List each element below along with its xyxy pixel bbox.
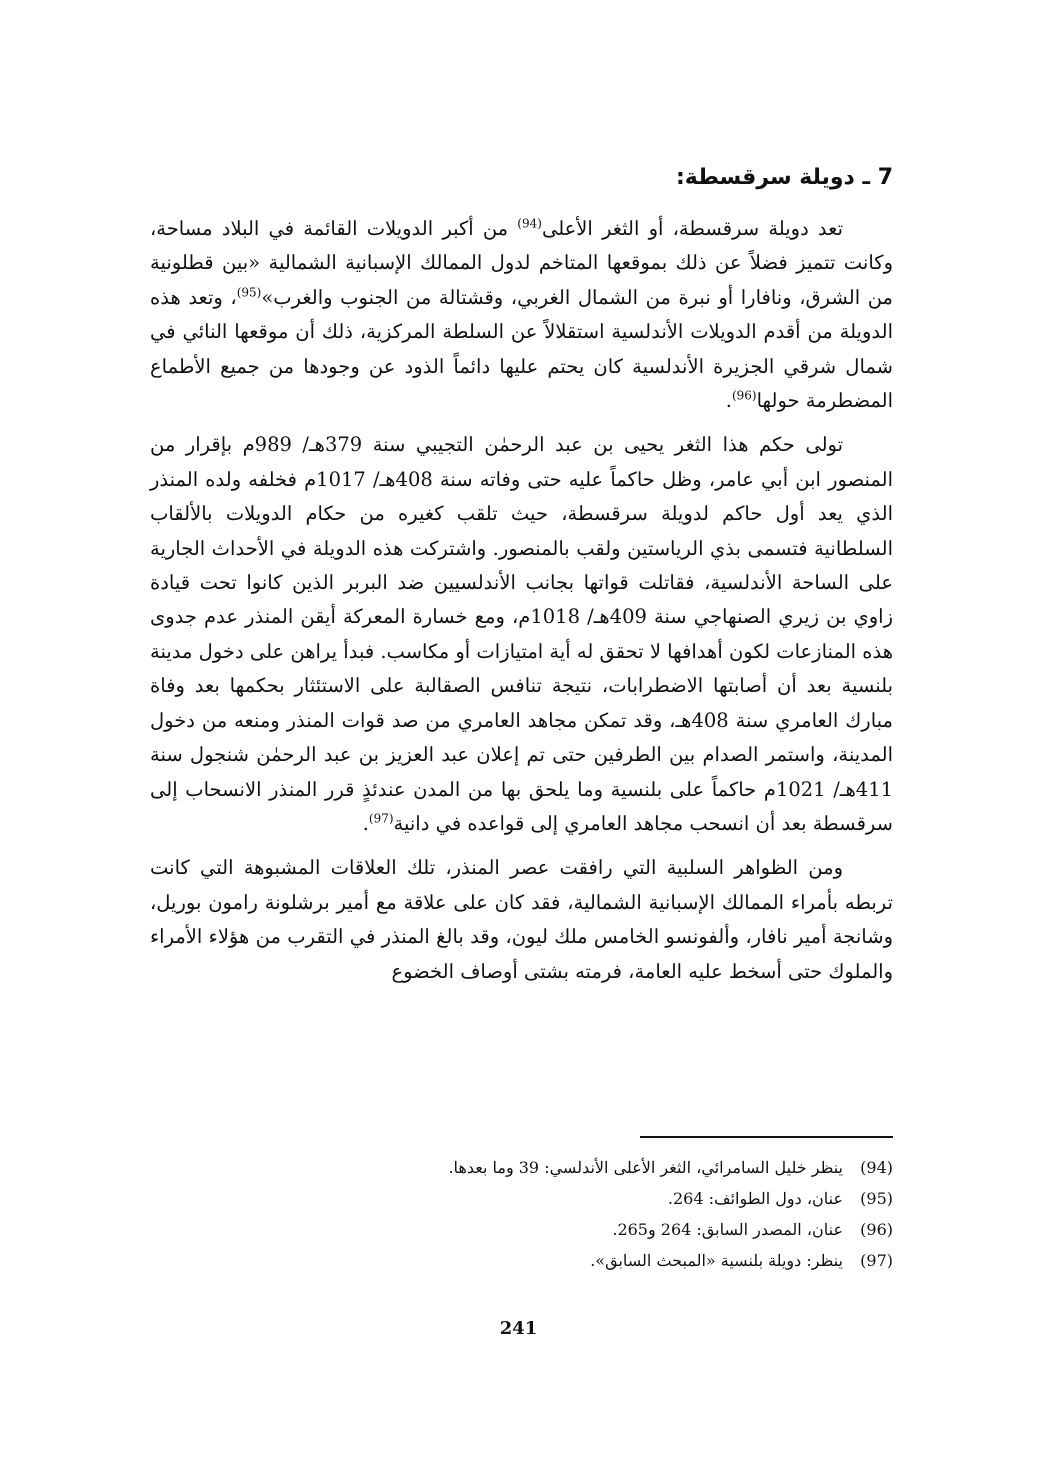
page-number: 241: [499, 1318, 538, 1339]
main-content: [150, 158, 893, 999]
footnote-number: (94): [860, 1158, 893, 1177]
footnote-ref-95[interactable]: (95): [236, 285, 262, 300]
footnote-text: ينظر خليل السامرائي، الثغر الأعلى الأندلسي: 39 وما بعدها.: [448, 1158, 843, 1177]
paragraph-3: [150, 851, 893, 989]
footnote-97: [150, 1245, 893, 1276]
footnote-divider: [640, 1136, 893, 1138]
footnote-number: (96): [860, 1220, 893, 1239]
paragraph-text: ومن الظواهر السلبية التي رافقت عصر المنذر، تلك العلاقات المشبوهة التي كانت تربطه بأمراء الممالك الإسبانية الشمالية، فقد كان على علاقة مع أمير برشلونة رامون بوريل، وشانجة أمير نافار، وألفونسو الخامس ملك ليون، وقد بالغ المنذر في التقرب من هؤلاء الأمراء والملوك حتى أسخط عليه العامة، فرمته بشتى أوصاف الخضوع: [150, 856, 893, 983]
paragraph-2: [150, 428, 893, 841]
footnote-ref-97[interactable]: (97): [368, 811, 394, 826]
footnote-ref-94[interactable]: (94): [517, 216, 542, 231]
paragraph-1: [150, 212, 893, 418]
paragraph-text: تعد دويلة سرقسطة، أو الثغر الأعلى: [541, 217, 843, 240]
paragraph-text: تولى حكم هذا الثغر يحيى بن عبد الرحمٰن التجيبي سنة 379هـ/ 989م بإقرار من المنصور ابن أبي عامر، وظل حاكماً عليه حتى وفاته سنة 408هـ/ 1017م فخلفه ولده المنذر الذي يعد أول حاكم لدويلة سرقسطة، حيث تلقب كغيره من حكام الدويلات بالألقاب السلطانية فتسمى بذي الرياستين ولقب بالمنصور. واشتركت هذه الدويلة في الأحداث الجارية على الساحة الأندلسية، فقاتلت قواتها بجانب الأندلسيين ضد البربر الذين كانوا تحت قيادة زاوي بن زيري الصنهاجي سنة 409هـ/ 1018م، ومع خسارة المعركة أيقن المنذر عدم جدوى هذه المنازعات لكون أهدافها لا تحقق له أية امتيازات أو مكاسب. فبدأ يراهن على دخول مدينة بلنسية بعد أن أصابتها الاضطرابات، نتيجة تنافس الصقالبة على الاستئثار بحكمها بعد وفاة مبارك العامري سنة 408هـ، وقد تمكن مجاهد العامري من صد قوات المنذر ومنعه من دخول المدينة، واستمر الصدام بين الطرفين حتى تم إعلان عبد العزيز بن عبد الرحمٰن شنجول سنة 411هـ/ 1021م حاكماً على بلنسية وما يلحق بها من المدن عندئذٍ قرر المنذر الانسحاب إلى سرقسطة بعد أن انسحب مجاهد العامري إلى قواعده في دانية: [150, 433, 894, 835]
footnote-text: ينظر: دويلة بلنسية «المبحث السابق».: [590, 1251, 843, 1270]
footnote-94: [150, 1152, 893, 1183]
footnote-text: عنان، دول الطوائف: 264.: [667, 1189, 843, 1208]
footnote-96: [150, 1214, 893, 1245]
footnote-number: (97): [860, 1251, 893, 1270]
footnotes: [150, 1152, 893, 1276]
footnote-ref-96[interactable]: (96): [731, 388, 757, 403]
footnote-95: [150, 1183, 893, 1214]
paragraph-text: ، وتعد هذه الدويلة من أقدم الدويلات الأندلسية استقلالاً عن السلطة المركزية، ذلك أن موقعها النائي في شمال شرقي الجزيرة الأندلسية كان يحتم عليها دائماً الذود عن وجودها من جميع الأطماع المضطرمة حولها: [150, 285, 893, 413]
footnote-number: (95): [860, 1189, 893, 1208]
paragraph-text: .: [725, 389, 732, 413]
paragraph-text: .: [362, 811, 369, 835]
footnote-text: عنان، المصدر السابق: 264 و265.: [612, 1220, 843, 1239]
paragraph-text: من أكبر الدويلات القائمة في البلاد مساحة، وكانت تتميز فضلاً عن ذلك بموقعها المتاخم لدول الممالك الإسبانية الشمالية «بين قطلونية من الشرق، ونافارا أو نبرة من الشمال الغربي، وقشتالة من الجنوب والغرب»: [150, 217, 893, 309]
section-heading: 7 ـ دويلة سرقسطة:: [675, 165, 893, 190]
